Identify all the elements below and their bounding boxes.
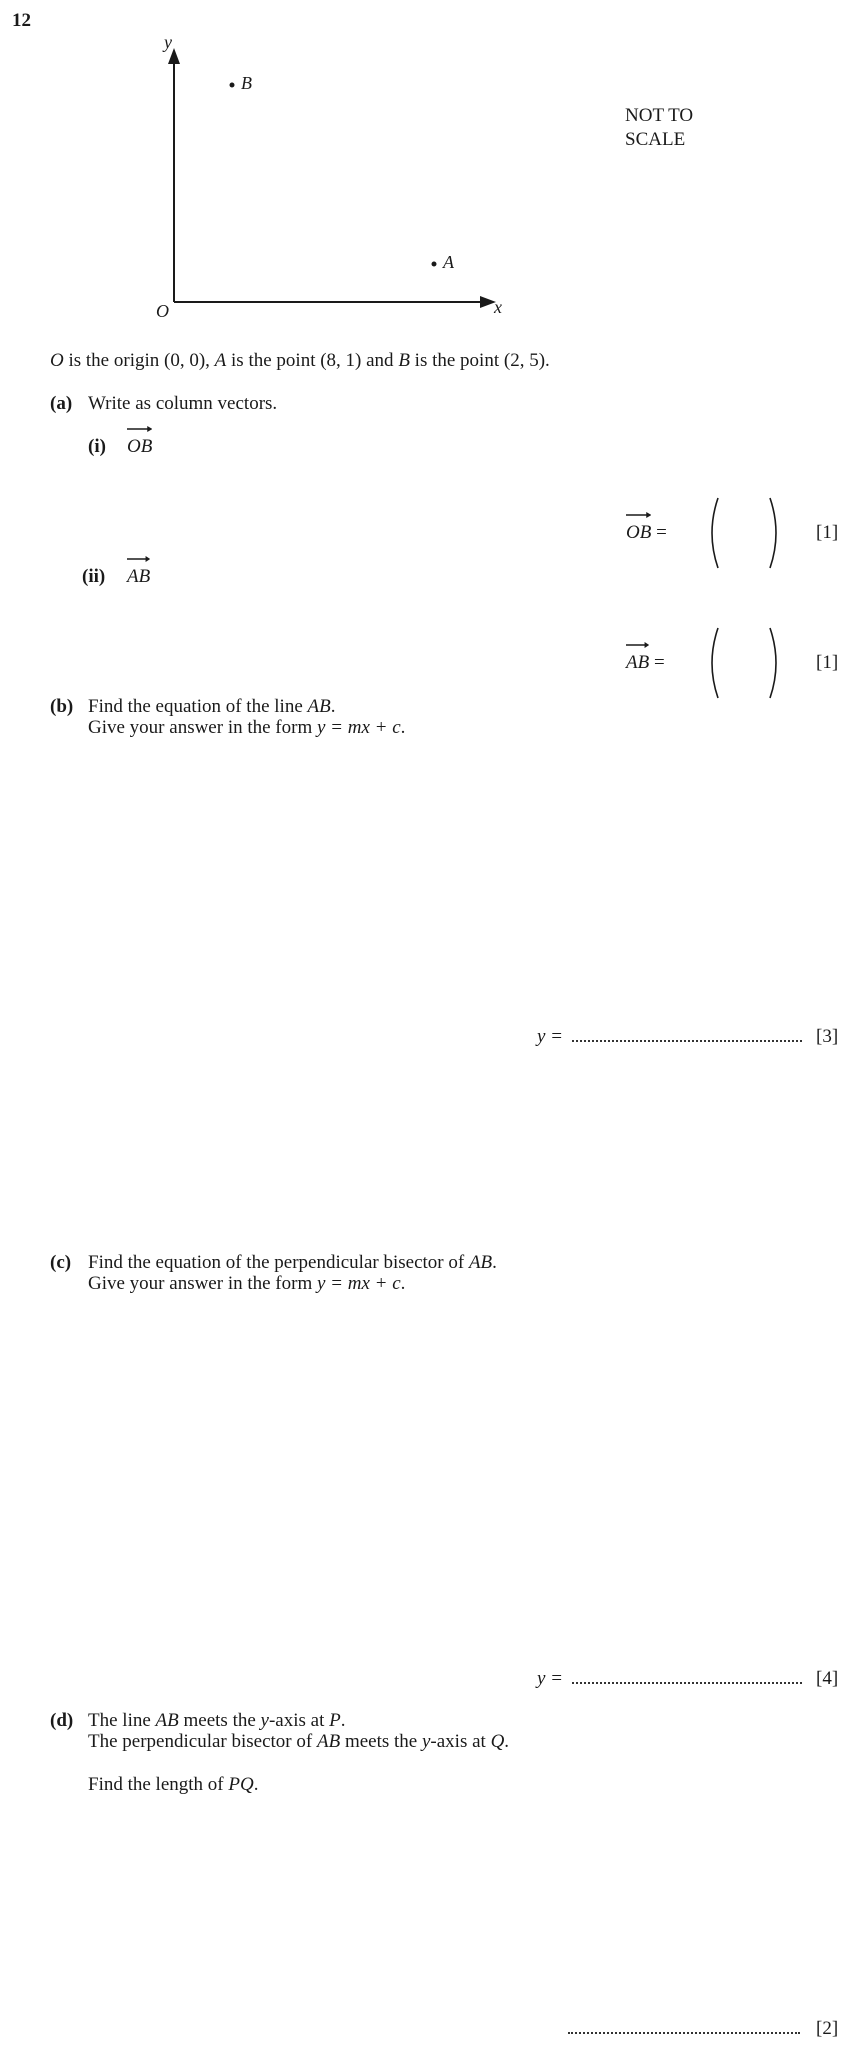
part-d-label: (d) [50, 1710, 74, 1731]
ab-column-vector-input[interactable] [704, 626, 784, 700]
part-b-answer: y = [537, 1026, 802, 1048]
not-to-scale-note: NOT TO SCALE [625, 105, 694, 150]
origin-label: O [156, 301, 169, 321]
vector-arrow-icon [127, 554, 150, 564]
y-axis-label: y [164, 32, 172, 52]
intro-sentence: O is the origin (0, 0), A is the point (8, 1) and B is the point (2, 5). [50, 350, 550, 371]
part-b-marks: [3] [816, 1026, 839, 1047]
ab-answer-label: AB = [626, 652, 665, 674]
part-d-answer-line[interactable] [568, 2018, 800, 2034]
point-a-dot [432, 262, 437, 267]
part-a-ii-marks: [1] [816, 652, 839, 673]
part-c-answer-line[interactable] [572, 1668, 802, 1684]
vector-arrow-icon [626, 510, 651, 520]
part-d-answer [568, 2018, 800, 2040]
ob-column-vector-input[interactable] [704, 496, 784, 570]
part-a-label: (a) [50, 393, 73, 414]
part-a-i-marks: [1] [816, 522, 839, 543]
part-a-i-label: (i) [88, 436, 106, 457]
vector-arrow-icon [626, 640, 649, 650]
coordinate-diagram [0, 0, 560, 330]
part-a-ii-label: (ii) [82, 566, 106, 587]
x-axis-label: x [494, 297, 502, 317]
part-b-text: Find the equation of the line AB. Give your answer in the form y = mx + c. [88, 696, 406, 738]
point-b-label: B [241, 73, 252, 93]
part-a-text: Write as column vectors. [88, 393, 278, 414]
part-c-answer: y = [537, 1668, 802, 1690]
vector-ab-question: AB [127, 566, 150, 588]
part-c-marks: [4] [816, 1668, 839, 1689]
question-number: 12 [12, 10, 31, 31]
point-a-label: A [443, 252, 454, 272]
vector-arrow-icon [127, 424, 152, 434]
part-d-text: The line AB meets the y-axis at P. The perpendicular bisector of AB meets the y-axis at Q. Find the length of PQ. [88, 1710, 510, 1795]
part-d-marks: [2] [816, 2018, 839, 2039]
part-b-label: (b) [50, 696, 74, 717]
ob-answer-label: OB = [626, 522, 667, 544]
part-c-text: Find the equation of the perpendicular bisector of AB. Give your answer in the form y = mx + c. [88, 1252, 497, 1294]
part-b-answer-line[interactable] [572, 1026, 802, 1042]
part-c-label: (c) [50, 1252, 72, 1273]
point-b-dot [230, 83, 235, 88]
vector-ob-question: OB [127, 436, 152, 458]
